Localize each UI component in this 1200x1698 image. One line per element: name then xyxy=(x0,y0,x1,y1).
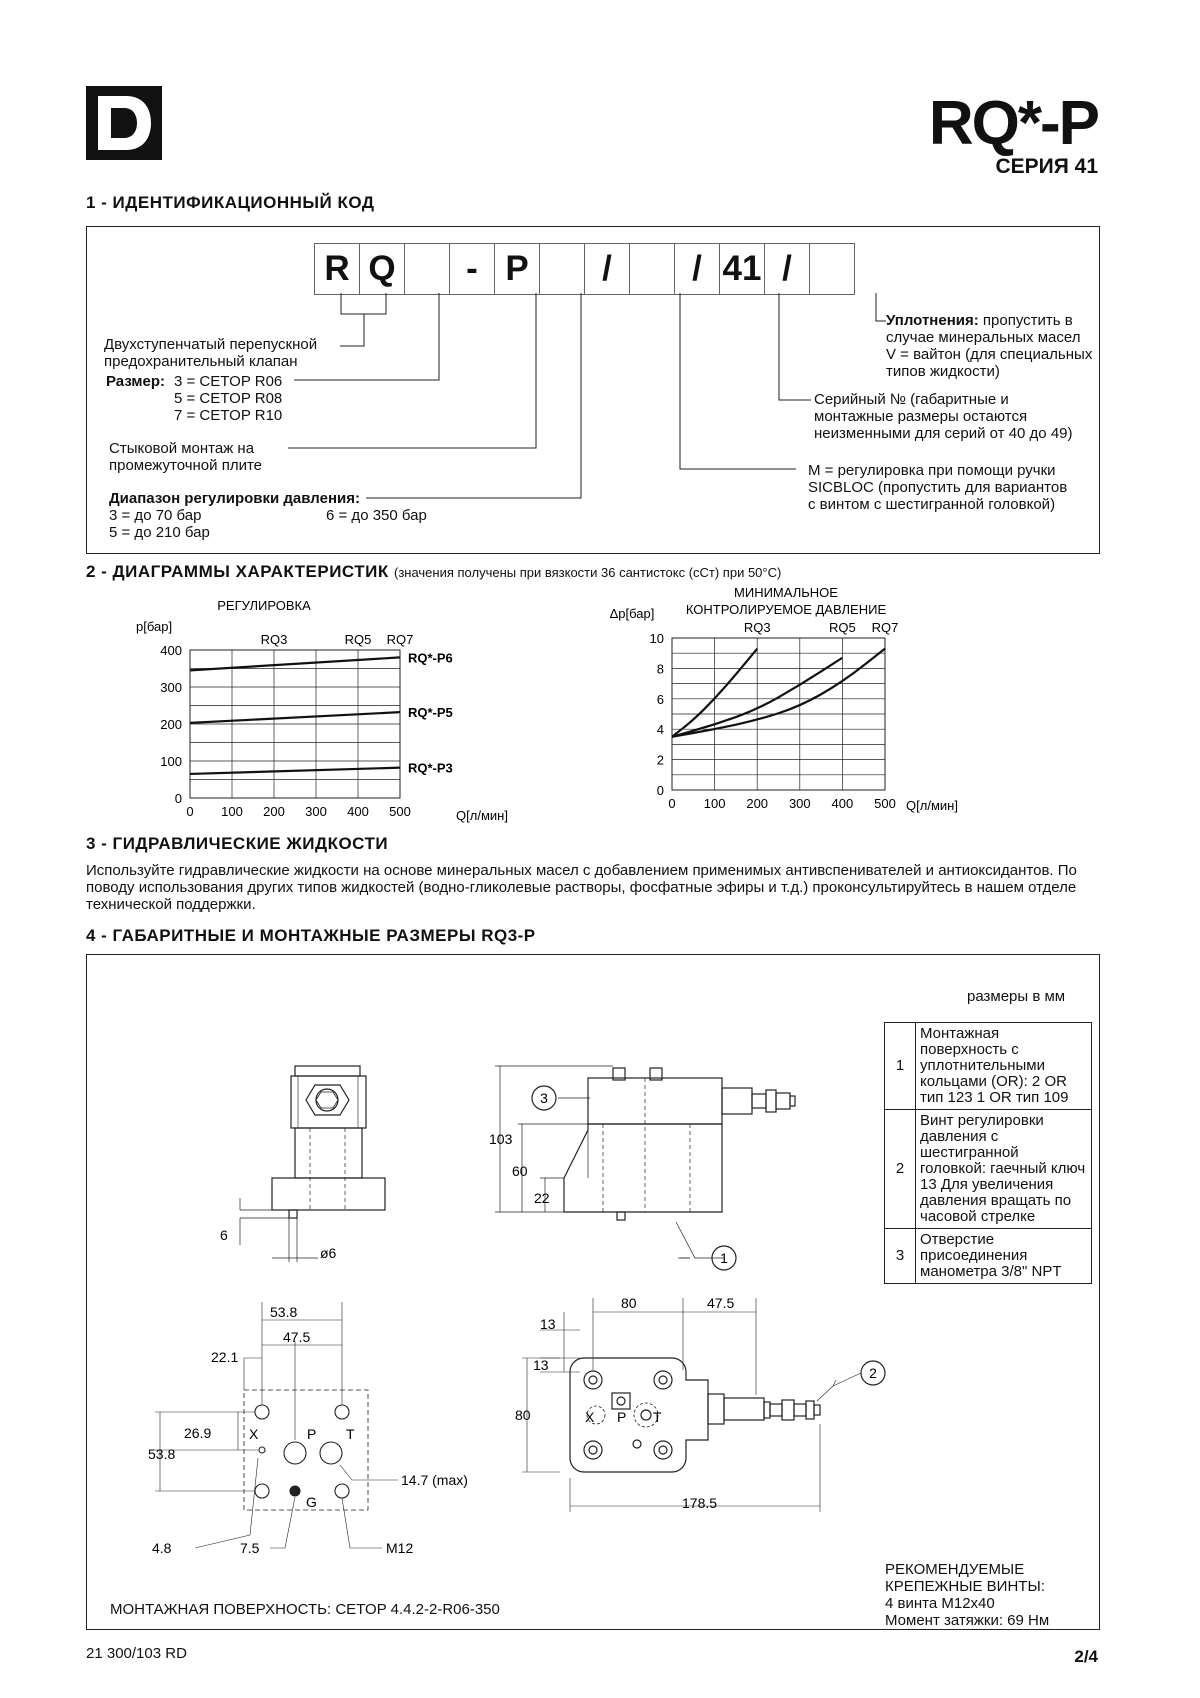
x-tick-label: 0 xyxy=(668,796,676,811)
x-tick-label: 200 xyxy=(746,796,769,811)
units-note: размеры в мм xyxy=(967,988,1066,1005)
y-tick-label: 200 xyxy=(160,717,182,732)
chart-title-line: МИНИМАЛЬНОЕ xyxy=(734,585,838,600)
note-text: Отверстие присоединения манометра 3/8" NPT xyxy=(916,1229,1092,1284)
model-label: RQ5 xyxy=(344,632,372,647)
model-label: RQ7 xyxy=(386,632,414,647)
port-g-label: G xyxy=(306,1494,317,1510)
y-tick-label: 4 xyxy=(656,722,664,738)
dim-13b: 13 xyxy=(533,1357,549,1373)
code-cell: P xyxy=(494,243,540,295)
screws-line: РЕКОМЕНДУЕМЫЕ xyxy=(885,1561,1025,1578)
knob-line: M = регулировка при помощи ручки xyxy=(808,462,1056,479)
dim-53-8-h: 53.8 xyxy=(148,1446,176,1462)
dim-80-h: 80 xyxy=(515,1407,531,1423)
size-option: 3 = CETOP R06 xyxy=(174,373,283,390)
code-cell: / xyxy=(764,243,810,295)
size-option: 5 = CETOP R08 xyxy=(174,390,283,407)
x-tick-label: 400 xyxy=(831,796,854,811)
note-num: 3 xyxy=(885,1229,916,1284)
section2-heading: 2 - ДИАГРАММЫ ХАРАКТЕРИСТИК xyxy=(86,562,389,581)
size-label: Размер: xyxy=(106,373,166,390)
dim-103: 103 xyxy=(489,1131,513,1147)
pressure-opt: 6 = до 350 бар xyxy=(326,507,427,524)
note-text: Монтажная поверхность с уплотнительными кольцами (OR): 2 OR тип 123 1 OR тип 109 xyxy=(916,1023,1092,1110)
dim-60: 60 xyxy=(512,1163,528,1179)
seals-line: V = вайтон (для специальных xyxy=(886,346,1093,363)
doc-code: 21 300/103 RD xyxy=(86,1645,187,1662)
x-tick-label: 500 xyxy=(389,804,411,819)
screws-line: КРЕПЕЖНЫЕ ВИНТЫ: xyxy=(885,1578,1045,1595)
knob-line: SICBLOC (пропустить для вариантов xyxy=(808,479,1068,496)
code-cell: / xyxy=(674,243,720,295)
serial-line: неизменными для серий от 40 до 49) xyxy=(814,425,1073,442)
front-view-drawing xyxy=(240,1066,385,1262)
port-x-top: X xyxy=(585,1409,595,1425)
dim-47-5-top: 47.5 xyxy=(707,1295,735,1311)
chart-title: РЕГУЛИРОВКА xyxy=(217,598,311,613)
y-tick-label: 400 xyxy=(160,643,182,658)
dim-47-5-w: 47.5 xyxy=(283,1329,311,1345)
y-tick-label: 100 xyxy=(160,754,182,769)
product-series: СЕРИЯ 41 xyxy=(995,155,1098,178)
pressure-opt: 3 = до 70 бар xyxy=(109,507,202,524)
valve-desc-line: Двухступенчатый перепускной xyxy=(104,336,318,353)
x-tick-label: 100 xyxy=(221,804,243,819)
dim-6: 6 xyxy=(220,1227,228,1243)
y-tick-label: 300 xyxy=(160,680,182,695)
seals-line: случае минеральных масел xyxy=(886,329,1081,346)
port-p-label: P xyxy=(307,1426,317,1442)
model-label: RQ3 xyxy=(743,620,771,635)
code-cell: / xyxy=(584,243,630,295)
code-cell: Q xyxy=(359,243,405,295)
dim-7-5: 7.5 xyxy=(240,1540,260,1556)
dim-178-5: 178.5 xyxy=(682,1495,718,1511)
section4-title: 4 - ГАБАРИТНЫЕ И МОНТАЖНЫЕ РАЗМЕРЫ RQ3-P xyxy=(86,926,536,945)
dim-m12: M12 xyxy=(386,1540,414,1556)
note-text: Винт регулировки давления с шестигранной головкой: гаечный ключ 13 Для увеличения давления вращать по часовой стрелке xyxy=(916,1110,1092,1229)
chart-title-line: КОНТРОЛИРУЕМОЕ ДАВЛЕНИЕ xyxy=(685,602,887,617)
size-option: 7 = CETOP R10 xyxy=(174,407,283,424)
dim-4-8: 4.8 xyxy=(152,1540,172,1556)
pressure-opt: 5 = до 210 бар xyxy=(109,524,210,541)
serial-line: монтажные размеры остаются xyxy=(814,408,1028,425)
dim-80-w: 80 xyxy=(621,1295,637,1311)
product-title: RQ*-P xyxy=(928,89,1098,158)
valve-desc-line: предохранительный клапан xyxy=(104,353,298,370)
dim-13a: 13 xyxy=(540,1316,556,1332)
note-num: 2 xyxy=(885,1110,916,1229)
y-tick-label: 0 xyxy=(656,783,664,798)
dim-53-8-w: 53.8 xyxy=(270,1304,298,1320)
x-axis-label: Q[л/мин] xyxy=(456,808,508,823)
x-tick-label: 200 xyxy=(263,804,285,819)
screws-line: Момент затяжки: 69 Нм xyxy=(885,1612,1050,1629)
series-label: RQ*-P6 xyxy=(408,650,453,666)
code-cell: 41 xyxy=(719,243,765,295)
page-number: 2/4 xyxy=(1074,1647,1098,1666)
knob-line: с винтом с шестигранной головкой) xyxy=(808,496,1056,513)
port-p-top: P xyxy=(617,1409,627,1425)
pressure-title: Диапазон регулировки давления: xyxy=(109,490,360,507)
series-label: RQ*-P3 xyxy=(408,760,453,776)
x-tick-label: 500 xyxy=(874,796,896,811)
section1-title: 1 - ИДЕНТИФИКАЦИОННЫЙ КОД xyxy=(86,193,375,212)
x-tick-label: 300 xyxy=(305,804,327,819)
code-cell: R xyxy=(314,243,360,295)
note-num: 1 xyxy=(885,1023,916,1110)
x-tick-label: 100 xyxy=(703,796,726,811)
model-label: RQ3 xyxy=(260,632,288,647)
model-label: RQ5 xyxy=(829,620,856,635)
y-tick-label: 0 xyxy=(174,791,182,806)
section2-note: (значения получены при вязкости 36 сантистокс (сСт) при 50°С) xyxy=(394,565,782,580)
y-tick-label: 10 xyxy=(649,631,664,646)
callout-1: 1 xyxy=(720,1250,728,1266)
y-tick-label: 6 xyxy=(656,691,664,707)
port-t-label: T xyxy=(346,1426,355,1442)
callout-3: 3 xyxy=(540,1090,548,1106)
screws-line: 4 винта M12x40 xyxy=(885,1595,995,1612)
dim-26-9: 26.9 xyxy=(184,1425,212,1441)
dim-14-7: 14.7 (max) xyxy=(401,1472,468,1488)
y-tick-label: 2 xyxy=(656,752,664,768)
seals-line: типов жидкости) xyxy=(886,363,1000,380)
x-tick-label: 400 xyxy=(347,804,369,819)
y-tick-label: 8 xyxy=(656,661,664,677)
callout-2: 2 xyxy=(869,1365,877,1381)
x-tick-label: 300 xyxy=(788,796,811,811)
dim-dia6: ø6 xyxy=(320,1245,337,1261)
series-label: RQ*-P5 xyxy=(408,705,453,721)
mounting-line: Стыковой монтаж на xyxy=(109,440,255,457)
code-cell: - xyxy=(449,243,495,295)
dim-22: 22 xyxy=(534,1190,550,1206)
screws-note xyxy=(885,1561,1049,1629)
serial-line: Серийный № (габаритные и xyxy=(814,391,1009,408)
x-axis-label: Q[л/мин] xyxy=(906,798,958,813)
fluid-paragraph: Используйте гидравлические жидкости на основе минеральных масел с добавлением применимых антивспенивателей и антиоксидантов. По поводу использования других типов жидкостей (водно-гликолевые растворы, фосфатные эфиры и т.д.) проконсультируйтесь в нашем отделе технической поддержки. xyxy=(86,862,1077,913)
port-t-top: T xyxy=(653,1409,662,1425)
seals-title: Уплотнения: xyxy=(886,312,979,329)
mounting-surface-note: МОНТАЖНАЯ ПОВЕРХНОСТЬ: CETOP 4.4.2-2-R06-350 xyxy=(110,1601,500,1618)
mounting-line: промежуточной плите xyxy=(109,457,262,474)
model-label: RQ7 xyxy=(871,620,899,635)
port-x-label: X xyxy=(249,1426,259,1442)
dim-22-1: 22.1 xyxy=(211,1349,239,1365)
top-view-drawing xyxy=(522,1298,885,1512)
section3-title: 3 - ГИДРАВЛИЧЕСКИЕ ЖИДКОСТИ xyxy=(86,834,389,853)
y-axis-label: Δp[бар] xyxy=(609,606,655,621)
y-axis-label: p[бар] xyxy=(136,619,173,634)
x-tick-label: 0 xyxy=(186,804,194,819)
seals-line: пропустить в xyxy=(978,312,1073,329)
